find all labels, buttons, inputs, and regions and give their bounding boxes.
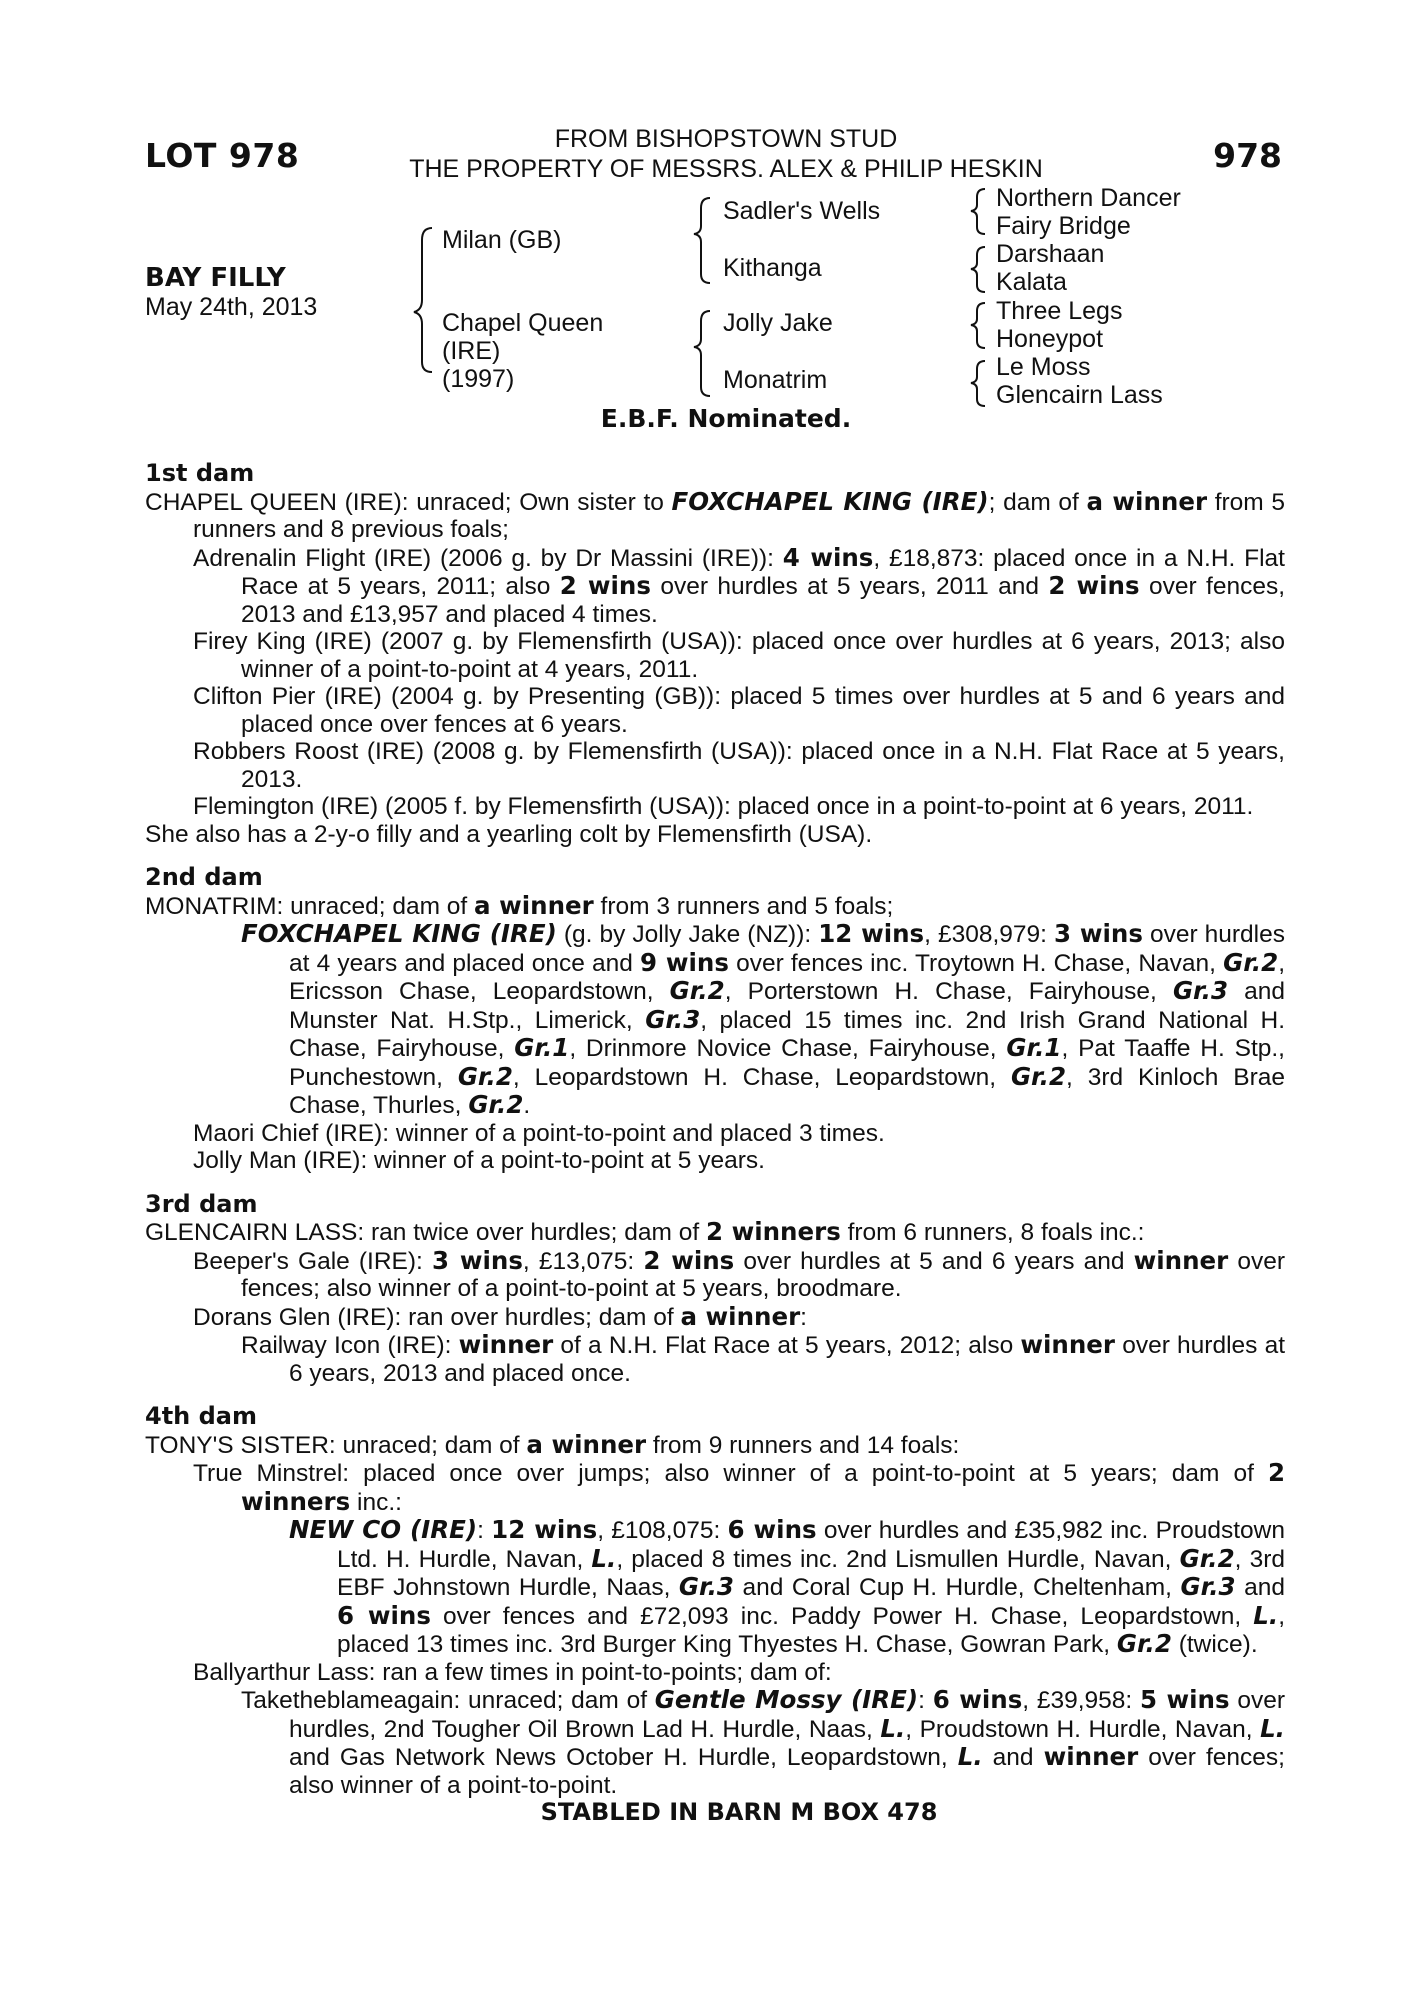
vendor-property: THE PROPERTY OF MESSRS. ALEX & PHILIP HESKIN: [409, 155, 1043, 183]
pedigree-dsd: Honeypot: [996, 325, 1104, 353]
pedigree-dam-sire: Jolly Jake: [723, 309, 833, 337]
progeny-beepers-gale: Beeper's Gale (IRE): 3 wins, £13,075: 2 wins over hurdles at 5 and 6 years and winner over fences; also winner of a point-to-point at 5 years, broodmare.: [193, 1245, 1285, 1302]
fourth-dam-heading: 4th dam: [145, 1402, 257, 1430]
pedigree-dam-line2: (IRE): [442, 337, 501, 365]
pedigree-dss: Three Legs: [996, 297, 1123, 325]
first-dam-heading: 1st dam: [145, 459, 255, 487]
pedigree-ssd: Fairy Bridge: [996, 212, 1131, 240]
progeny-taketheblameagain: Taketheblameagain: unraced; dam of Gentle Mossy (IRE): 6 wins, £39,958: 5 wins over hurdles, 2nd Tougher Oil Brown Lad H. Hurdle, Naas, L., Proudstown H. Hurdle, Navan, L. and Gas Network News October H. Hurdle, Leopardstown, L. and winner over fences; also winner of a point-to-point.: [241, 1685, 1285, 1799]
pedigree-ddd: Glencairn Lass: [996, 381, 1163, 409]
pedigree-braces: [0, 0, 1428, 420]
progeny-adrenalin-flight: Adrenalin Flight (IRE) (2006 g. by Dr Massini (IRE)): 4 wins, £18,873: placed once in a N.H. Flat Race at 5 years, 2011; also 2 wins over hurdles at 5 years, 2011 and 2 wins over fences, 2013 and £13,957 and placed 4 times.: [193, 542, 1286, 628]
vendor-from: FROM BISHOPSTOWN STUD: [554, 125, 898, 153]
first-dam-summary: CHAPEL QUEEN (IRE): unraced; Own sister to FOXCHAPEL KING (IRE); dam of a winner from 5 runners and 8 previous foals;: [145, 486, 1285, 543]
progeny-ballyarthur-lass: Ballyarthur Lass: ran a few times in point-to-points; dam of:: [193, 1658, 832, 1686]
progeny-robbers-roost: Robbers Roost (IRE) (2008 g. by Flemensfirth (USA)): placed once in a N.H. Flat Race at 5 years, 2013.: [193, 738, 1285, 793]
second-dam-summary: MONATRIM: unraced; dam of a winner from 3 runners and 5 foals;: [145, 890, 894, 920]
pedigree-dam: [442, 309, 603, 393]
pedigree-sire-dam: Kithanga: [723, 254, 822, 282]
pedigree-dam-dam: Monatrim: [723, 366, 828, 394]
pedigree-dam-line3: (1997): [442, 365, 515, 393]
lot-number: 978: [1213, 136, 1282, 175]
progeny-firey-king: Firey King (IRE) (2007 g. by Flemensfirth (USA)): placed once over hurdles at 6 years, 2013; also winner of a point-to-point at 4 years, 2011.: [193, 628, 1285, 683]
catalogue-body: [145, 460, 1285, 1827]
pedigree-sdd: Kalata: [996, 268, 1067, 296]
progeny-true-minstrel: True Minstrel: placed once over jumps; also winner of a point-to-point at 5 years; dam of 2 winners inc.:: [193, 1458, 1285, 1516]
pedigree-dds: Le Moss: [996, 353, 1091, 381]
pedigree-sss: Northern Dancer: [996, 184, 1181, 212]
pedigree-sire-sire: Sadler's Wells: [723, 197, 881, 225]
horse-sex: BAY FILLY: [145, 263, 286, 293]
fourth-dam-summary: TONY'S SISTER: unraced; dam of a winner from 9 runners and 14 foals:: [145, 1429, 960, 1459]
pedigree-dam-line1: Chapel Queen: [442, 309, 604, 337]
stabled-location: STABLED IN BARN M BOX 478: [540, 1798, 938, 1826]
lot-label: LOT 978: [145, 136, 300, 175]
pedigree-sire: Milan (GB): [442, 226, 562, 254]
progeny-maori-chief: Maori Chief (IRE): winner of a point-to-point and placed 3 times.: [193, 1119, 885, 1147]
progeny-foxchapel-king: FOXCHAPEL KING (IRE) (g. by Jolly Jake (NZ)): 12 wins, £308,979: 3 wins over hurdles at 4 years and placed once and 9 wins over fences inc. Troytown H. Chase, Navan, Gr.2, Ericsson Chase, Leopardstown, Gr.2, Porterstown H. Chase, Fairyhouse, Gr.3 and Munster Nat. H.Stp., Limerick, Gr.3, placed 15 times inc. 2nd Irish Grand National H. Chase, Fairyhouse, Gr.1, Drinmore Novice Chase, Fairyhouse, Gr.1, Pat Taaffe H. Stp., Punchestown, Gr.2, Leopardstown H. Chase, Leopardstown, Gr.2, 3rd Kinloch Brae Chase, Thurles, Gr.2.: [241, 919, 1286, 1119]
third-dam-summary: GLENCAIRN LASS: ran twice over hurdles; dam of 2 winners from 6 runners, 8 foals inc.:: [145, 1217, 1145, 1246]
progeny-railway-icon: Railway Icon (IRE): winner of a N.H. Flat Race at 5 years, 2012; also winner over hurdles at 6 years, 2013 and placed once.: [241, 1330, 1286, 1387]
progeny-flemington: Flemington (IRE) (2005 f. by Flemensfirth (USA)): placed once in a point-to-point at 6 years, 2011.: [193, 793, 1254, 820]
progeny-new-co: NEW CO (IRE): 12 wins, £108,075: 6 wins over hurdles and £35,982 inc. Proudstown Ltd. H. Hurdle, Navan, L., placed 8 times inc. 2nd Lismullen Hurdle, Navan, Gr.2, 3rd EBF Johnstown Hurdle, Naas, Gr.3 and Coral Cup H. Hurdle, Cheltenham, Gr.3 and 6 wins over fences and £72,093 inc. Paddy Power H. Chase, Leopardstown, L., placed 13 times inc. 3rd Burger King Thyestes H. Chase, Gowran Park, Gr.2 (twice).: [289, 1515, 1285, 1658]
third-dam-heading: 3rd dam: [145, 1189, 258, 1218]
progeny-jolly-man: Jolly Man (IRE): winner of a point-to-point at 5 years.: [193, 1147, 765, 1174]
first-dam-also: She also has a 2-y-o filly and a yearling colt by Flemensfirth (USA).: [145, 820, 873, 848]
horse-dob: May 24th, 2013: [145, 293, 318, 321]
pedigree-sds: Darshaan: [996, 240, 1105, 268]
progeny-dorans-glen: Dorans Glen (IRE): ran over hurdles; dam of a winner:: [193, 1301, 807, 1331]
second-dam-heading: 2nd dam: [145, 863, 263, 891]
progeny-clifton-pier: Clifton Pier (IRE) (2004 g. by Presenting (GB)): placed 5 times over hurdles at 5 and 6 years and placed once over fences at 6 years.: [193, 683, 1285, 738]
ebf-nominated: E.B.F. Nominated.: [600, 404, 852, 433]
